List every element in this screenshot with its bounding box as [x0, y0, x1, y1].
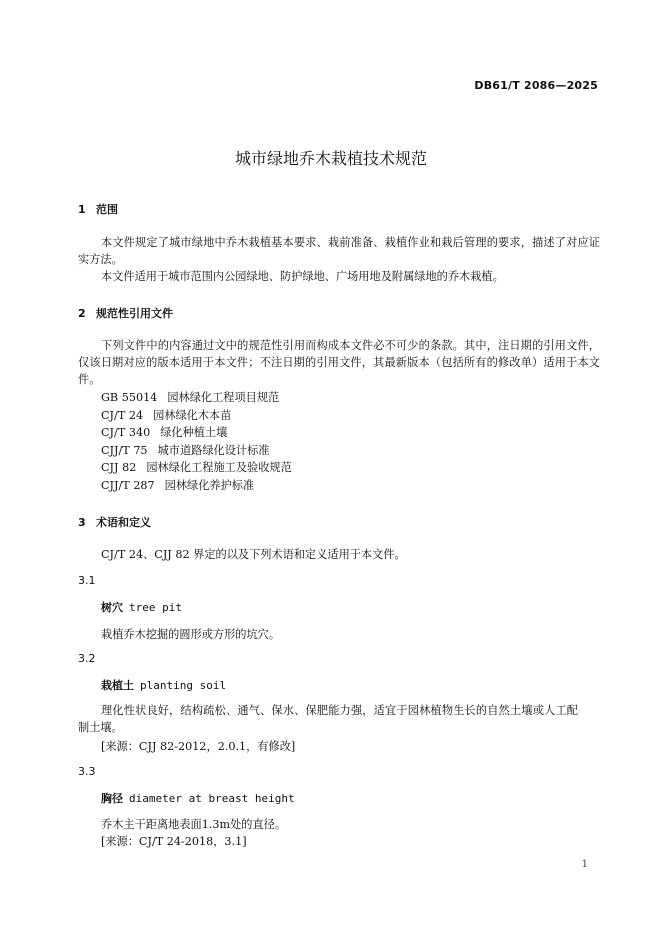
- section-title: 术语和定义: [96, 516, 151, 529]
- section-1-paragraph-1: 本文件规定了城市绿地中乔木栽植基本要求、栽前准备、栽植作业和栽后管理的要求，描述了对应证实方法。: [78, 236, 600, 266]
- reference-name: 园林绿化工程项目规范: [167, 391, 280, 404]
- reference-name: 绿化种植土壤: [160, 426, 228, 439]
- reference-code: CJ/T 24: [101, 409, 144, 422]
- reference-name: 园林绿化养护标准: [164, 479, 255, 492]
- reference-code: CJJ 82: [101, 461, 137, 474]
- term-definition: 栽植乔木挖掘的圆形或方形的坑穴。: [101, 628, 281, 641]
- term-english: diameter at breast height: [129, 792, 295, 805]
- term-source: [来源：CJJ 82-2012，2.0.1，有修改]: [101, 740, 296, 753]
- reference-item: [101, 424, 227, 440]
- term-source: [来源：CJ/T 24-2018，3.1]: [101, 835, 247, 848]
- term-number: 3.2: [78, 652, 96, 665]
- reference-item: [101, 442, 269, 458]
- reference-code: GB 55014: [101, 391, 158, 404]
- term-chinese: 栽植土: [101, 679, 134, 692]
- reference-name: 园林绿化工程施工及验收规范: [146, 461, 292, 474]
- term-title: [101, 790, 295, 806]
- page-number: 1: [581, 859, 588, 870]
- reference-item: [101, 407, 231, 423]
- section-title: 范围: [96, 203, 118, 216]
- term-chinese: 树穴: [101, 601, 123, 614]
- section-1-paragraph-2: 本文件适用于城市范围内公园绿地、防护绿地、广场用地及附属绿地的乔木栽植。: [101, 270, 504, 283]
- reference-name: 城市道路绿化设计标准: [157, 444, 270, 457]
- reference-code: CJJ/T 75: [101, 444, 148, 457]
- section-2-heading: [78, 305, 173, 321]
- term-title: [101, 677, 226, 693]
- reference-name: 园林绿化木本苗: [153, 409, 232, 422]
- section-title: 规范性引用文件: [96, 307, 173, 320]
- term-title: [101, 599, 182, 615]
- reference-item: [101, 459, 292, 475]
- document-number: DB61/T 2086—2025: [474, 79, 598, 92]
- term-definition: 理化性状良好，结构疏松、通气、保水、保肥能力强，适宜于园林植物生长的自然土壤或人工配制土壤。: [78, 704, 578, 734]
- section-number: 1: [78, 203, 86, 216]
- section-1-heading: [78, 201, 118, 217]
- reference-code: CJJ/T 287: [101, 479, 155, 492]
- term-number: 3.1: [78, 574, 96, 587]
- document-title: 城市绿地乔木栽植技术规范: [234, 149, 427, 168]
- reference-code: CJ/T 340: [101, 426, 151, 439]
- term-english: planting soil: [140, 679, 227, 692]
- section-number: 3: [78, 516, 86, 529]
- section-3-heading: [78, 514, 151, 530]
- term-number: 3.3: [78, 765, 96, 778]
- section-2-intro: 下列文件中的内容通过文中的规范性引用而构成本文件必不可少的条款。其中，注日期的引用文件，仅该日期对应的版本适用于本文件；不注日期的引用文件，其最新版本（包括所有的修改单）适用于本文件。: [78, 339, 600, 386]
- term-chinese: 胸径: [101, 792, 123, 805]
- section-3-intro: CJ/T 24、CJJ 82 界定的以及下列术语和定义适用于本文件。: [101, 548, 406, 561]
- reference-item: [101, 389, 279, 405]
- section-number: 2: [78, 307, 86, 320]
- reference-item: [101, 477, 254, 493]
- term-definition: 乔木主干距离地表面1.3m处的直径。: [101, 818, 287, 831]
- term-english: tree pit: [129, 601, 182, 614]
